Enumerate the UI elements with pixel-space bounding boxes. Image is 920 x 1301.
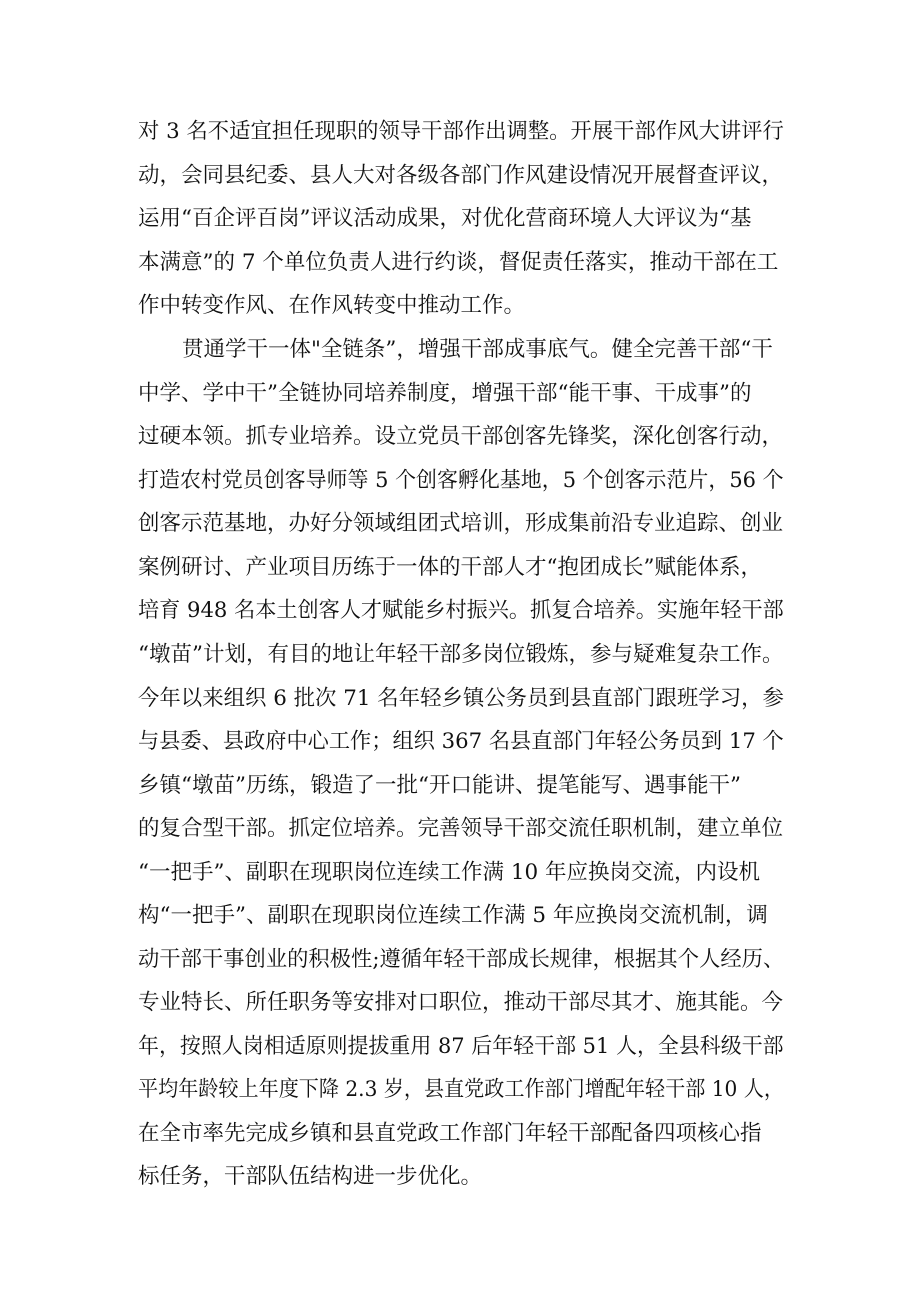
text-line: 专业特长、所任职务等安排对口职位，推动干部尽其才、施其能。今 [138, 990, 784, 1015]
text-line: 运用“百企评百岗”评议活动成果，对优化营商环境人大评议为“基 [138, 206, 752, 231]
text-line: 作中转变作风、在作风转变中推动工作。 [138, 293, 526, 318]
text-line: 创客示范基地，办好分领域组团式培训，形成集前沿专业追踪、创业 [138, 511, 784, 536]
text-line: 乡镇“墩苗”历练，锻造了一批“开口能讲、提笔能写、遇事能干” [138, 773, 741, 798]
text-line: 动，会同县纪委、县人大对各级各部门作风建设情况开展督查评议， [138, 163, 784, 188]
text-line: 与县委、县政府中心工作；组织 367 名县直部门年轻公务员到 17 个 [138, 729, 784, 754]
text-line: 对 3 名不适宜担任现职的领导干部作出调整。开展干部作风大讲评行 [138, 119, 784, 144]
paragraph-first-line: 贯通学干一体"全链条”，增强干部成事底气。健全完善干部“干 [182, 337, 773, 362]
text-line: 过硬本领。抓专业培养。设立党员干部创客先锋奖，深化创客行动， [138, 424, 784, 449]
text-line: “一把手”、副职在现职岗位连续工作满 10 年应换岗交流，内设机 [138, 860, 761, 885]
text-line: 的复合型干部。抓定位培养。完善领导干部交流任职机制，建立单位 [138, 816, 784, 841]
text-line: 本满意”的 7 个单位负责人进行约谈，督促责任落实，推动干部在工 [138, 250, 779, 275]
text-line: 中学、学中干”全链协同培养制度，增强干部“能干事、干成事”的 [138, 381, 752, 406]
text-line: 动干部干事创业的积极性;遵循年轻干部成长规律，根据其个人经历、 [138, 947, 785, 972]
text-line: 标任务，干部队伍结构进一步优化。 [138, 1164, 483, 1189]
text-line: 今年以来组织 6 批次 71 名年轻乡镇公务员到县直部门跟班学习，参 [138, 686, 784, 711]
text-line: 案例研讨、产业项目历练于一体的干部人才“抱团成长”赋能体系， [138, 555, 762, 580]
text-line: 在全市率先完成乡镇和县直党政工作部门年轻干部配备四项核心指 [138, 1121, 762, 1146]
text-line: 平均年龄较上年度下降 2.3 岁，县直党政工作部门增配年轻干部 10 人， [138, 1077, 784, 1102]
text-line: 打造农村党员创客导师等 5 个创客孵化基地，5 个创客示范片，56 个 [138, 468, 784, 493]
text-line: “墩苗”计划，有目的地让年轻干部多岗位锻炼，参与疑难复杂工作。 [138, 642, 784, 667]
text-line: 构“一把手”、副职在现职岗位连续工作满 5 年应换岗交流机制，调 [138, 903, 768, 928]
text-line: 年，按照人岗相适原则提拔重用 87 后年轻干部 51 人，全县科级干部 [138, 1034, 784, 1059]
text-line: 培育 948 名本土创客人才赋能乡村振兴。抓复合培养。实施年轻干部 [138, 598, 784, 623]
